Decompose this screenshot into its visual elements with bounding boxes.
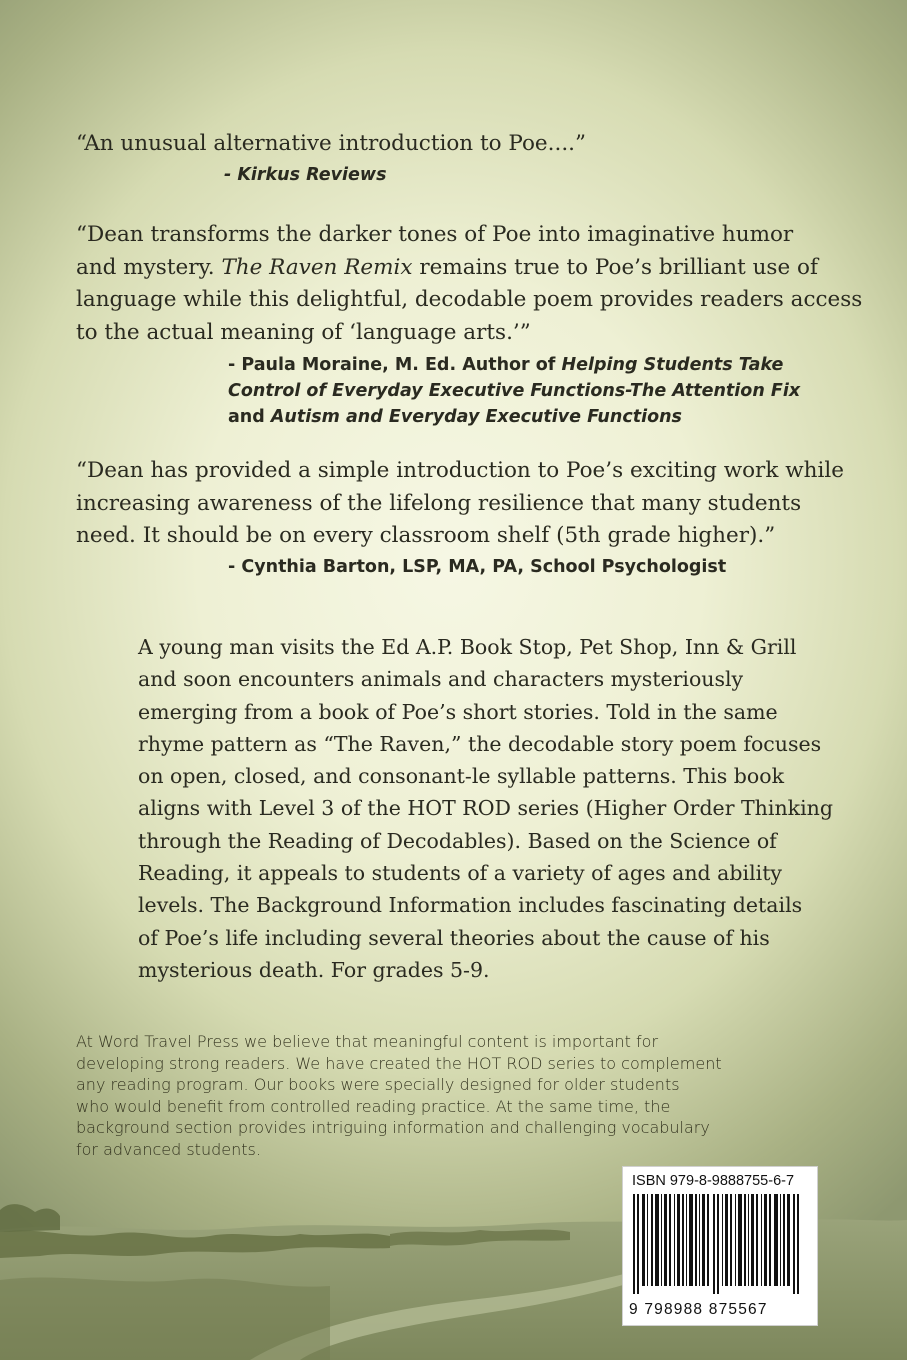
isbn-digits: 9 798988 875567 [629, 1301, 768, 1318]
quote-barton [76, 455, 844, 580]
publisher-line: developing strong readers. We have created the HOT ROD series to complement [76, 1053, 722, 1073]
description-line: levels. The Background Information includes fascinating details [138, 893, 803, 918]
description-line: through the Reading of Decodables). Based on the Science of [138, 828, 777, 853]
quote-line: language while this delightful, decodable poem provides readers access [76, 287, 863, 312]
publisher-line: At Word Travel Press we believe that meaningful content is important for [76, 1032, 659, 1051]
book-description [138, 631, 833, 986]
description-line: aligns with Level 3 of the HOT ROD series (Higher Order Thinking [138, 796, 833, 821]
quote-attribution: - Cynthia Barton, LSP, MA, PA, School Psychologist [228, 556, 727, 577]
book-title: The Raven Remix [221, 254, 413, 280]
quote-line: and mystery. The Raven Remix remains true to Poe’s brilliant use of [76, 254, 818, 280]
isbn-label: ISBN 979-8-9888755-6-7 [632, 1173, 795, 1189]
isbn-barcode [622, 1166, 818, 1326]
quote-text: “An unusual alternative introduction to Poe....” [76, 131, 586, 156]
description-line: emerging from a book of Poe’s short stories. Told in the same [138, 699, 778, 724]
quote-line: “Dean has provided a simple introduction to Poe’s exciting work while [76, 458, 844, 483]
publisher-line: background section provides intriguing information and challenging vocabulary [76, 1118, 710, 1138]
description-line: of Poe’s life including several theories about the cause of his [138, 925, 770, 950]
publisher-note [76, 1031, 722, 1161]
quote-kirkus [76, 128, 586, 188]
publisher-line: who would benefit from controlled reading practice. At the same time, the [76, 1096, 671, 1116]
quote-line: “Dean transforms the darker tones of Poe into imaginative humor [76, 222, 794, 247]
quote-line: increasing awareness of the lifelong resilience that many students [76, 490, 802, 516]
quote-line: need. It should be on every classroom shelf (5th grade higher).” [76, 523, 776, 548]
barcode-bars [631, 1194, 809, 1294]
publisher-line: any reading program. Our books were specially designed for older students [76, 1075, 680, 1095]
description-line: mysterious death. For grades 5-9. [138, 957, 490, 982]
quote-attribution: - Paula Moraine, M. Ed. Author of Helping Students Take Control of Everyday Executive Functions-The Attention Fix and Autism and Everyday Executive Functions [228, 355, 801, 427]
description-line: A young man visits the Ed A.P. Book Stop, Pet Shop, Inn & Grill [138, 635, 797, 659]
description-line: Reading, it appeals to students of a variety of ages and ability [138, 861, 783, 886]
description-line: on open, closed, and consonant-le syllable patterns. This book [138, 764, 785, 789]
description-line: and soon encounters animals and characters mysteriously [138, 667, 744, 692]
quote-line: to the actual meaning of ‘language arts.’” [76, 319, 531, 345]
quote-attribution: - Kirkus Reviews [224, 164, 387, 185]
description-line: rhyme pattern as “The Raven,” the decodable story poem focuses [138, 731, 822, 756]
quote-moraine [76, 219, 862, 430]
publisher-line: for advanced students. [76, 1139, 261, 1159]
